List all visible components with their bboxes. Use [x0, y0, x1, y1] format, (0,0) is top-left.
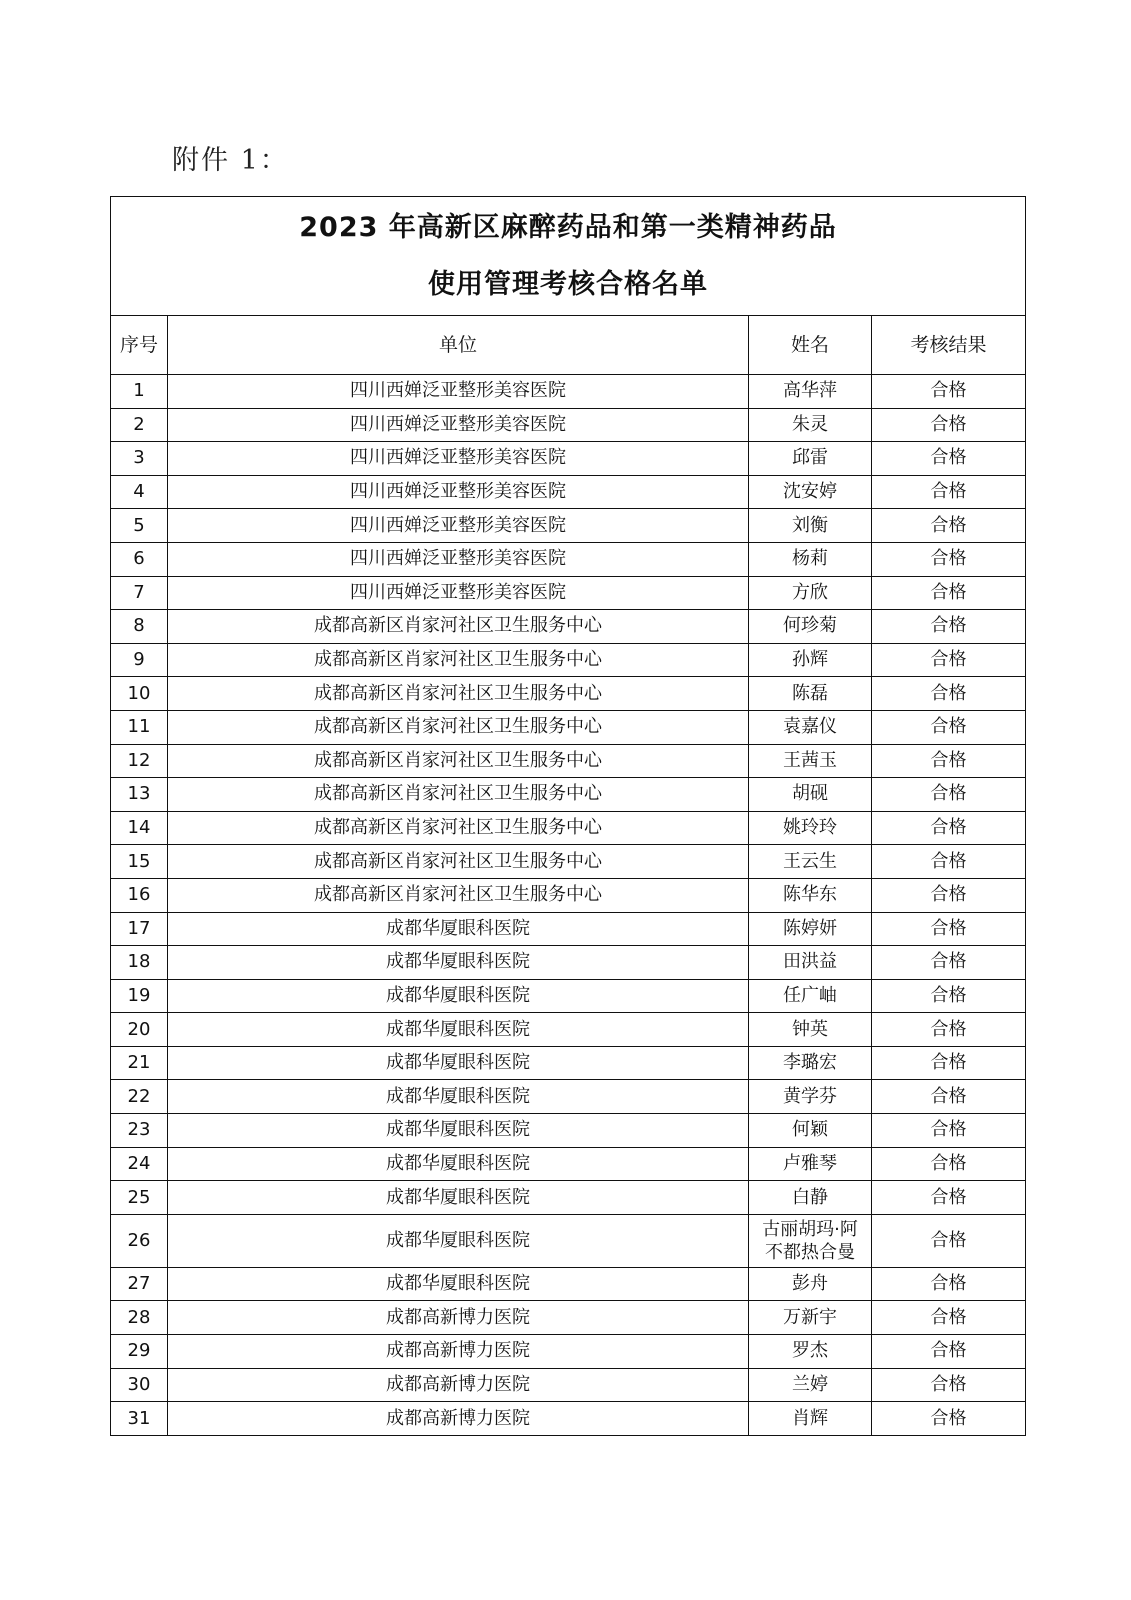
row-result-cell: 合格: [872, 710, 1026, 744]
row-result-cell: 合格: [872, 1402, 1026, 1436]
row-unit-cell: 成都华厦眼科医院: [168, 1147, 749, 1181]
row-result-cell: 合格: [872, 1335, 1026, 1369]
row-name-cell: [749, 1214, 872, 1267]
table-row: [111, 1335, 1026, 1369]
row-unit-cell: 成都高新区肖家河社区卫生服务中心: [168, 643, 749, 677]
row-unit-cell: 成都高新区肖家河社区卫生服务中心: [168, 677, 749, 711]
table-row: [111, 576, 1026, 610]
table-row: [111, 946, 1026, 980]
row-unit-cell: 成都华厦眼科医院: [168, 1267, 749, 1301]
table-row: [111, 744, 1026, 778]
row-result-cell: 合格: [872, 1080, 1026, 1114]
table-row: [111, 1214, 1026, 1267]
row-result-cell: 合格: [872, 845, 1026, 879]
row-no-cell: 29: [111, 1335, 168, 1369]
row-name-cell: 王云生: [749, 845, 872, 879]
row-no-cell: 4: [111, 475, 168, 509]
row-unit-cell: 四川西婵泛亚整形美容医院: [168, 542, 749, 576]
row-result-cell: 合格: [872, 744, 1026, 778]
table-row: [111, 1301, 1026, 1335]
row-unit-cell: 成都高新区肖家河社区卫生服务中心: [168, 878, 749, 912]
row-unit-cell: 成都华厦眼科医院: [168, 1046, 749, 1080]
row-name-cell: 李璐宏: [749, 1046, 872, 1080]
row-no-cell: 15: [111, 845, 168, 879]
row-result-cell: 合格: [872, 1147, 1026, 1181]
row-result-cell: 合格: [872, 576, 1026, 610]
table-row: [111, 677, 1026, 711]
row-result-cell: 合格: [872, 1046, 1026, 1080]
row-unit-cell: 成都华厦眼科医院: [168, 1114, 749, 1148]
row-no-cell: 19: [111, 979, 168, 1013]
row-name-cell: 姚玲玲: [749, 811, 872, 845]
row-result-cell: 合格: [872, 610, 1026, 644]
row-result-cell: 合格: [872, 375, 1026, 409]
row-name-cell: 卢雅琴: [749, 1147, 872, 1181]
table-row: [111, 1013, 1026, 1047]
row-unit-cell: 成都华厦眼科医院: [168, 912, 749, 946]
row-name-cell: 黄学芬: [749, 1080, 872, 1114]
table-row: [111, 878, 1026, 912]
table-row: [111, 1114, 1026, 1148]
header-name: 姓名: [749, 316, 872, 375]
row-name-cell: 陈华东: [749, 878, 872, 912]
row-no-cell: 2: [111, 408, 168, 442]
header-no: 序号: [111, 316, 168, 375]
row-result-cell: 合格: [872, 677, 1026, 711]
table-row: [111, 442, 1026, 476]
row-no-cell: 11: [111, 710, 168, 744]
row-no-cell: 1: [111, 375, 168, 409]
title-cell: [111, 197, 1026, 316]
row-unit-cell: 成都高新区肖家河社区卫生服务中心: [168, 811, 749, 845]
table-row: [111, 811, 1026, 845]
row-no-cell: 6: [111, 542, 168, 576]
row-name-cell: 杨莉: [749, 542, 872, 576]
row-unit-cell: 四川西婵泛亚整形美容医院: [168, 576, 749, 610]
row-name-cell: 沈安婷: [749, 475, 872, 509]
row-unit-cell: 成都华厦眼科医院: [168, 979, 749, 1013]
table-row: [111, 912, 1026, 946]
table-row: [111, 1080, 1026, 1114]
row-name-cell: 胡砚: [749, 778, 872, 812]
title-row: [111, 197, 1026, 316]
table-row: [111, 509, 1026, 543]
row-result-cell: 合格: [872, 778, 1026, 812]
table-row: [111, 1181, 1026, 1215]
row-unit-cell: 四川西婵泛亚整形美容医院: [168, 475, 749, 509]
table-row: [111, 1368, 1026, 1402]
row-no-cell: 20: [111, 1013, 168, 1047]
row-no-cell: 16: [111, 878, 168, 912]
row-name-cell: 高华萍: [749, 375, 872, 409]
row-unit-cell: 四川西婵泛亚整形美容医院: [168, 408, 749, 442]
row-unit-cell: 成都高新博力医院: [168, 1301, 749, 1335]
row-result-cell: 合格: [872, 643, 1026, 677]
row-unit-cell: 成都华厦眼科医院: [168, 1080, 749, 1114]
row-name-cell: 朱灵: [749, 408, 872, 442]
row-result-cell: 合格: [872, 542, 1026, 576]
row-no-cell: 21: [111, 1046, 168, 1080]
row-unit-cell: 四川西婵泛亚整形美容医院: [168, 509, 749, 543]
row-result-cell: 合格: [872, 811, 1026, 845]
row-result-cell: 合格: [872, 509, 1026, 543]
row-result-cell: 合格: [872, 912, 1026, 946]
row-name-cell: 彭舟: [749, 1267, 872, 1301]
row-result-cell: 合格: [872, 1301, 1026, 1335]
row-unit-cell: 四川西婵泛亚整形美容医院: [168, 375, 749, 409]
row-result-cell: 合格: [872, 1267, 1026, 1301]
row-no-cell: 8: [111, 610, 168, 644]
row-name-cell: 田洪益: [749, 946, 872, 980]
row-unit-cell: 成都高新区肖家河社区卫生服务中心: [168, 610, 749, 644]
row-name-cell: 肖辉: [749, 1402, 872, 1436]
row-unit-cell: 成都华厦眼科医院: [168, 1181, 749, 1215]
row-no-cell: 18: [111, 946, 168, 980]
row-name-cell: 何颖: [749, 1114, 872, 1148]
row-name-cell: 袁嘉仪: [749, 710, 872, 744]
row-no-cell: 31: [111, 1402, 168, 1436]
row-result-cell: 合格: [872, 946, 1026, 980]
row-unit-cell: 成都高新博力医院: [168, 1368, 749, 1402]
row-no-cell: 14: [111, 811, 168, 845]
row-name-cell: 孙辉: [749, 643, 872, 677]
header-row: [111, 316, 1026, 375]
row-result-cell: 合格: [872, 979, 1026, 1013]
row-name-cell: 陈磊: [749, 677, 872, 711]
row-name-cell: 邱雷: [749, 442, 872, 476]
table-row: [111, 475, 1026, 509]
row-unit-cell: 成都高新区肖家河社区卫生服务中心: [168, 778, 749, 812]
row-no-cell: 9: [111, 643, 168, 677]
row-result-cell: 合格: [872, 408, 1026, 442]
attachment-label: 附件 1：: [172, 145, 289, 176]
row-unit-cell: 成都高新区肖家河社区卫生服务中心: [168, 845, 749, 879]
row-result-cell: 合格: [872, 1181, 1026, 1215]
row-unit-cell: 成都高新博力医院: [168, 1335, 749, 1369]
row-name-cell: 兰婷: [749, 1368, 872, 1402]
row-name-cell: 白静: [749, 1181, 872, 1215]
row-no-cell: 13: [111, 778, 168, 812]
row-unit-cell: 成都高新区肖家河社区卫生服务中心: [168, 710, 749, 744]
row-name-cell: 王茜玉: [749, 744, 872, 778]
row-result-cell: 合格: [872, 1214, 1026, 1267]
table-row: [111, 979, 1026, 1013]
row-unit-cell: 成都华厦眼科医院: [168, 1214, 749, 1267]
table-row: [111, 610, 1026, 644]
title-line-1: 2023 年高新区麻醉药品和第一类精神药品: [299, 212, 837, 243]
row-no-cell: 5: [111, 509, 168, 543]
table-row: [111, 408, 1026, 442]
row-result-cell: 合格: [872, 1368, 1026, 1402]
row-unit-cell: 成都高新区肖家河社区卫生服务中心: [168, 744, 749, 778]
row-name-cell: 任广岫: [749, 979, 872, 1013]
row-no-cell: 27: [111, 1267, 168, 1301]
qualified-list-table: [110, 196, 1026, 1436]
table-row: [111, 710, 1026, 744]
row-name-cell: 陈婷妍: [749, 912, 872, 946]
row-name-cell: 罗杰: [749, 1335, 872, 1369]
table-row: [111, 542, 1026, 576]
table-row: [111, 375, 1026, 409]
row-no-cell: 24: [111, 1147, 168, 1181]
row-no-cell: 25: [111, 1181, 168, 1215]
row-result-cell: 合格: [872, 878, 1026, 912]
row-no-cell: 28: [111, 1301, 168, 1335]
row-name-cell: 钟英: [749, 1013, 872, 1047]
row-name-cell: 何珍菊: [749, 610, 872, 644]
header-unit: 单位: [168, 316, 749, 375]
table-row: [111, 1402, 1026, 1436]
row-name-cell: 万新宇: [749, 1301, 872, 1335]
row-name-text: 古丽胡玛·阿不都热合曼: [762, 1218, 858, 1263]
row-no-cell: 23: [111, 1114, 168, 1148]
row-unit-cell: 成都高新博力医院: [168, 1402, 749, 1436]
row-no-cell: 10: [111, 677, 168, 711]
row-no-cell: 26: [111, 1214, 168, 1267]
row-result-cell: 合格: [872, 442, 1026, 476]
table-row: [111, 1267, 1026, 1301]
row-no-cell: 22: [111, 1080, 168, 1114]
row-no-cell: 12: [111, 744, 168, 778]
row-unit-cell: 成都华厦眼科医院: [168, 1013, 749, 1047]
row-name-cell: 方欣: [749, 576, 872, 610]
row-no-cell: 7: [111, 576, 168, 610]
row-no-cell: 30: [111, 1368, 168, 1402]
table-body: [111, 197, 1026, 1436]
row-unit-cell: 四川西婵泛亚整形美容医院: [168, 442, 749, 476]
row-unit-cell: 成都华厦眼科医院: [168, 946, 749, 980]
table-row: [111, 643, 1026, 677]
table-row: [111, 1147, 1026, 1181]
row-no-cell: 17: [111, 912, 168, 946]
title-line-2: 使用管理考核合格名单: [428, 269, 709, 300]
table-row: [111, 778, 1026, 812]
header-result: 考核结果: [872, 316, 1026, 375]
row-name-cell: 刘衡: [749, 509, 872, 543]
row-result-cell: 合格: [872, 475, 1026, 509]
row-result-cell: 合格: [872, 1114, 1026, 1148]
table-row: [111, 845, 1026, 879]
row-no-cell: 3: [111, 442, 168, 476]
table-row: [111, 1046, 1026, 1080]
row-result-cell: 合格: [872, 1013, 1026, 1047]
